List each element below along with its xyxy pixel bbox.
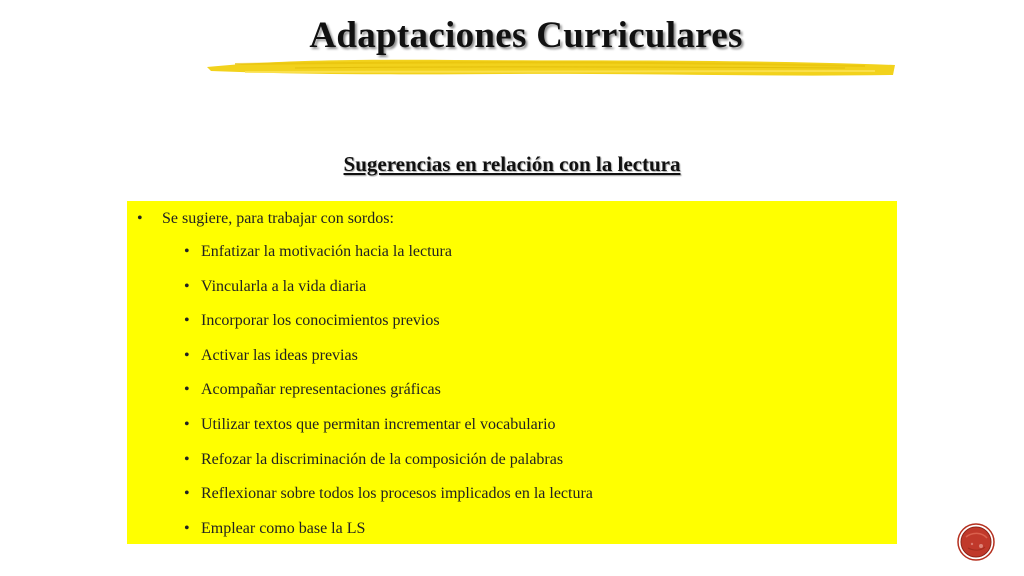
list-item: [184, 277, 593, 312]
bullet: •: [184, 381, 190, 399]
list-item: [184, 242, 593, 277]
bullet: •: [184, 415, 190, 433]
intro-text: Se sugiere, para trabajar con sordos:: [162, 210, 394, 227]
bullet: •: [184, 312, 190, 330]
bullet: •: [184, 243, 190, 260]
bullet: •: [184, 485, 190, 503]
list-item-text: Utilizar textos que permitan incrementar el vocabulario: [201, 415, 556, 433]
list-item: [184, 415, 593, 450]
list-item: [184, 346, 593, 381]
list-item-text: Vincularla a la vida diaria: [201, 277, 367, 295]
bullet: •: [184, 450, 190, 468]
bullet: •: [137, 210, 143, 227]
bullet: •: [184, 277, 190, 295]
list-item-text: Refozar la discriminación de la composición de palabras: [201, 450, 564, 468]
bullet: •: [184, 346, 190, 364]
red-circle-nav-icon[interactable]: [956, 522, 996, 562]
content-box: [127, 201, 897, 544]
intro-line: [137, 209, 394, 229]
list-item-text: Activar las ideas previas: [201, 346, 358, 364]
list-item: [184, 450, 593, 485]
list-item-text: Incorporar los conocimientos previos: [201, 312, 440, 330]
list-item: [184, 311, 593, 346]
bullet: •: [184, 519, 190, 537]
list-item: [184, 380, 593, 415]
list-item-text: Enfatizar la motivación hacia la lectura: [201, 243, 452, 260]
list-item-text: Reflexionar sobre todos los procesos implicados en la lectura: [201, 485, 593, 503]
list-item-text: Acompañar representaciones gráficas: [201, 381, 441, 399]
slide-title: Adaptaciones Curriculares: [309, 15, 743, 56]
title-highlight-stroke: [205, 55, 897, 81]
list-item-text: Emplear como base la LS: [201, 519, 366, 537]
suggestion-list: [184, 242, 593, 553]
list-item: [184, 519, 593, 554]
section-subtitle: Sugerencias en relación con la lectura: [343, 152, 681, 176]
list-item: [184, 484, 593, 519]
